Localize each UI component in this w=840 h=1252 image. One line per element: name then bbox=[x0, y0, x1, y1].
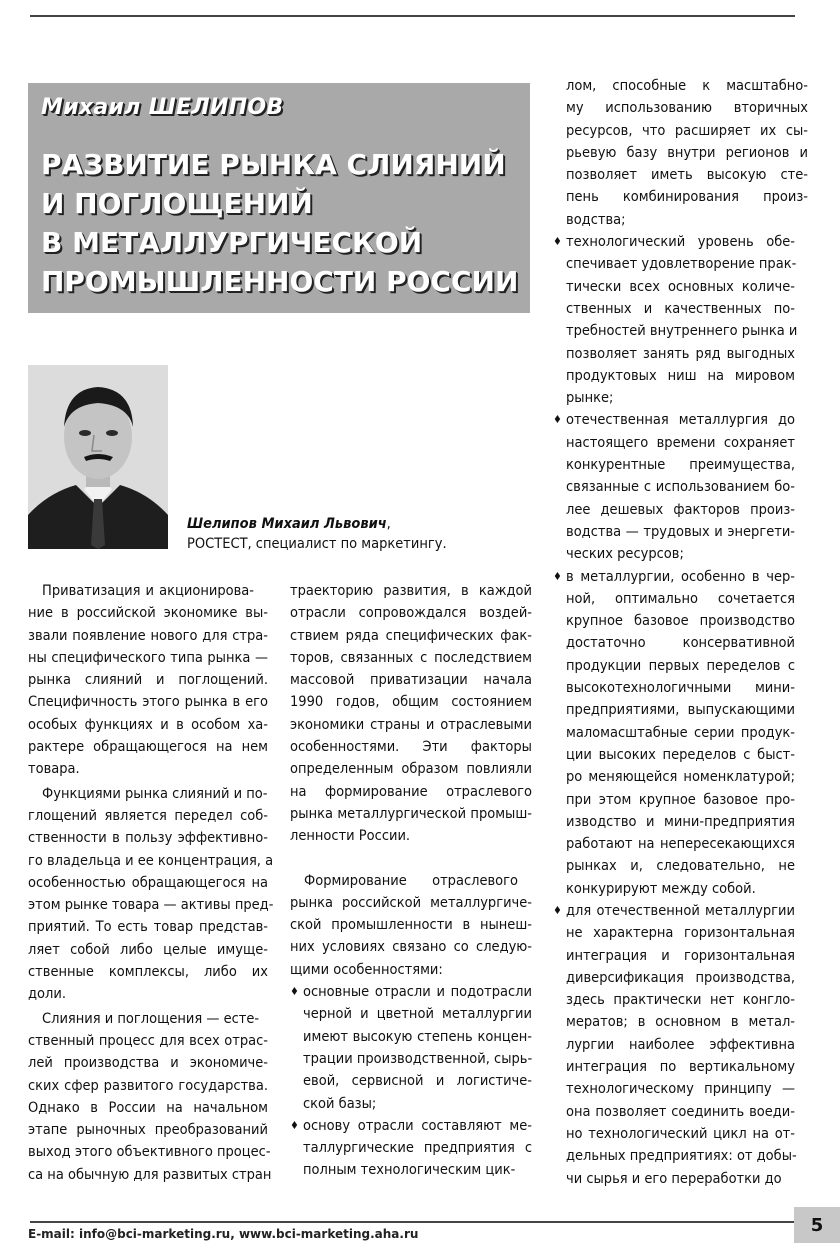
text-line: спечивает удовлетворение прак- bbox=[566, 256, 797, 273]
bullet-diamond-icon: ♦ bbox=[290, 985, 299, 999]
text-line: не характерна горизонтальная bbox=[566, 925, 795, 942]
paragraph bbox=[290, 580, 532, 848]
bullet-diamond-icon: ♦ bbox=[290, 1118, 299, 1132]
text-line: доли. bbox=[28, 986, 66, 1003]
text-line: изводство и мини-предприятия bbox=[566, 813, 795, 830]
bullet-item bbox=[553, 900, 795, 1190]
text-line: массовой приватизации начала bbox=[290, 672, 532, 689]
title-line: РАЗВИТИЕ РЫНКА СЛИЯНИЙ bbox=[41, 148, 506, 181]
text-line: интеграция и горизонтальная bbox=[566, 947, 795, 964]
text-line: водства — трудовых и энергети- bbox=[566, 523, 795, 540]
bullet-diamond-icon: ♦ bbox=[553, 903, 562, 917]
text-line: Слияния и поглощения — есте- bbox=[42, 1010, 260, 1027]
bullet-item bbox=[290, 981, 532, 1115]
text-line: основу отрасли составляют ме- bbox=[303, 1117, 532, 1134]
text-line: она позволяет соединить воеди- bbox=[566, 1103, 795, 1120]
text-line: ной, оптимально сочетается bbox=[566, 590, 795, 607]
text-column-3 bbox=[553, 75, 808, 1190]
text-line: лургии наиболее эффективна bbox=[566, 1036, 795, 1053]
text-line: приятий. То есть товар представ- bbox=[28, 919, 268, 936]
text-line: Приватизация и акционирова- bbox=[42, 583, 254, 599]
text-line: рактере обращающегося на нем bbox=[28, 739, 268, 756]
text-line: ских сфер развитого государства. bbox=[28, 1077, 268, 1094]
paragraph bbox=[553, 75, 808, 231]
text-line: ро меняющейся номенклатурой; bbox=[566, 769, 795, 786]
text-line: Формирование отраслевого bbox=[304, 872, 518, 889]
text-line: работают на непересекающихся bbox=[566, 836, 795, 853]
text-line: ляет собой либо целые имуще- bbox=[28, 941, 268, 958]
text-line: основные отрасли и подотрасли bbox=[303, 984, 532, 1001]
article-title bbox=[41, 145, 518, 301]
text-line: ние в российской экономике вы- bbox=[28, 605, 268, 622]
text-line: ственный процесс для всех отрас- bbox=[28, 1032, 268, 1049]
text-line: звали появление нового для стра- bbox=[28, 627, 268, 644]
text-line: технологический уровень обе- bbox=[566, 234, 795, 251]
bullet-text bbox=[566, 566, 795, 900]
text-line: отечественная металлургия до bbox=[566, 412, 795, 429]
bullet-text bbox=[566, 900, 795, 1190]
text-line: интеграция по вертикальному bbox=[566, 1059, 795, 1076]
text-line: черной и цветной металлургии bbox=[303, 1006, 532, 1023]
text-line: позволяет иметь высокую сте- bbox=[566, 167, 808, 184]
text-line: высокотехнологичными мини- bbox=[566, 680, 795, 697]
text-line: ленности России. bbox=[290, 828, 411, 845]
text-line: му использованию вторичных bbox=[566, 100, 808, 117]
photo-caption bbox=[187, 514, 447, 554]
text-line: ственных и качественных по- bbox=[566, 300, 795, 317]
title-line: И ПОГЛОЩЕНИЙ bbox=[41, 187, 313, 220]
text-line: этапе рыночных преобразований bbox=[28, 1122, 268, 1139]
paragraph bbox=[290, 870, 532, 981]
text-line: особых функциях и в особом ха- bbox=[28, 716, 268, 733]
text-line: мератов; в основном в метал- bbox=[566, 1014, 795, 1031]
text-line: при этом крупное базовое про- bbox=[566, 791, 795, 808]
text-line: продуктовых ниш на мировом bbox=[566, 367, 795, 384]
text-line: рынка российской металлургиче- bbox=[290, 894, 532, 911]
text-line: ственности в пользу эффективно- bbox=[28, 830, 268, 847]
paragraph bbox=[28, 1008, 272, 1186]
text-line: ресурсов, что расширяет их сы- bbox=[566, 122, 808, 139]
text-line: диверсификация производства, bbox=[566, 969, 795, 986]
text-line: рынка слияний и поглощений. bbox=[28, 672, 268, 689]
caption-name: Шелипов Михаил Львович bbox=[187, 516, 387, 532]
bottom-rule bbox=[30, 1221, 795, 1223]
text-line: в металлургии, особенно в чер- bbox=[566, 568, 795, 585]
title-line: В МЕТАЛЛУРГИЧЕСКОЙ bbox=[41, 226, 423, 259]
text-line: имеют высокую степень концен- bbox=[303, 1028, 532, 1045]
text-line: Однако в России на начальном bbox=[28, 1099, 268, 1116]
author-photo bbox=[28, 365, 168, 549]
text-line: требностей внутреннего рынка и bbox=[566, 323, 798, 340]
text-line: глощений является передел соб- bbox=[28, 807, 268, 824]
bullet-diamond-icon: ♦ bbox=[553, 569, 562, 583]
text-line: отрасли сопровождался воздей- bbox=[290, 605, 532, 622]
text-line: конкурируют между собой. bbox=[566, 880, 756, 897]
text-line: продукции первых переделов с bbox=[566, 657, 795, 674]
text-line: здесь практически нет конгло- bbox=[566, 992, 795, 1009]
text-line: экономики страны и отраслевыми bbox=[290, 716, 532, 733]
text-line: позволяет занять ряд выгодных bbox=[566, 345, 795, 362]
text-line: для отечественной металлургии bbox=[566, 902, 795, 919]
bullet-diamond-icon: ♦ bbox=[553, 413, 562, 427]
bullet-item bbox=[553, 409, 795, 565]
bullet-text bbox=[566, 231, 798, 409]
footer-contacts: E-mail: info@bci-marketing.ru, www.bci-marketing.aha.ru bbox=[28, 1227, 419, 1241]
text-line: рынках и, следовательно, не bbox=[566, 858, 795, 875]
author-name: Михаил ШЕЛИПОВ bbox=[41, 95, 284, 120]
text-line: трации производственной, сырь- bbox=[303, 1050, 533, 1067]
text-column-1 bbox=[28, 580, 274, 1186]
text-line: 1990 годов, общим состоянием bbox=[290, 694, 532, 711]
text-line: связанные с использованием бо- bbox=[566, 479, 795, 496]
text-line: маломасштабные серии продук- bbox=[566, 724, 795, 741]
text-line: полным технологическим цик- bbox=[303, 1162, 516, 1179]
text-line: этом рынке товара — активы пред- bbox=[28, 897, 274, 914]
text-line: определенным образом повлияли bbox=[290, 761, 532, 778]
text-line: рынке; bbox=[566, 390, 614, 407]
text-line: ческих ресурсов; bbox=[566, 546, 684, 563]
caption-separator: , bbox=[386, 516, 391, 532]
text-line: го владельца и ее концентрация, а bbox=[28, 852, 274, 869]
text-line: особенностями. Эти факторы bbox=[290, 739, 532, 756]
bullet-item bbox=[553, 566, 795, 900]
text-line: ственные комплексы, либо их bbox=[28, 964, 268, 981]
text-line: лее дешевых факторов произ- bbox=[566, 501, 795, 518]
text-line: траекторию развития, в каждой bbox=[290, 583, 532, 599]
text-line: чи сырья и его переработки до bbox=[566, 1170, 782, 1187]
text-line: ской промышленности в нынеш- bbox=[290, 917, 532, 934]
text-line: торов, связанных с последствием bbox=[290, 649, 532, 666]
page-number: 5 bbox=[794, 1207, 840, 1243]
paragraph bbox=[28, 580, 268, 781]
text-line: ны специфического типа рынка — bbox=[28, 649, 268, 666]
text-line: товара. bbox=[28, 761, 80, 778]
text-line: предприятиями, выпускающими bbox=[566, 702, 795, 719]
text-line: таллургические предприятия с bbox=[303, 1140, 532, 1157]
text-line: пень комбинирования произ- bbox=[566, 189, 808, 206]
text-line: них условиях связано со следую- bbox=[290, 939, 532, 956]
text-line: щими особенностями: bbox=[290, 961, 443, 978]
text-line: ской базы; bbox=[303, 1095, 377, 1112]
top-rule bbox=[30, 15, 795, 17]
bullet-text bbox=[303, 981, 532, 1115]
author-portrait-image bbox=[28, 365, 168, 549]
text-line: евой, сервисной и логистиче- bbox=[303, 1073, 532, 1090]
title-banner bbox=[28, 83, 530, 313]
text-line: лей производства и экономиче- bbox=[28, 1055, 268, 1072]
bullet-diamond-icon: ♦ bbox=[553, 235, 562, 249]
text-line: Функциями рынка слияний и по- bbox=[42, 785, 268, 802]
text-line: водства; bbox=[566, 211, 626, 228]
text-line: рынка металлургической промыш- bbox=[290, 805, 532, 822]
text-column-2 bbox=[290, 580, 532, 1182]
text-line: на формирование отраслевого bbox=[290, 783, 532, 800]
text-line: дельных предприятиях: от добы- bbox=[566, 1148, 797, 1165]
text-line: тически всех основных количе- bbox=[566, 278, 795, 295]
text-line: ствием ряда специфических фак- bbox=[290, 627, 532, 644]
bullet-item bbox=[290, 1115, 532, 1182]
bullet-text bbox=[566, 409, 795, 565]
title-line: ПРОМЫШЛЕННОСТИ РОССИИ bbox=[41, 265, 519, 298]
bullet-item bbox=[553, 231, 798, 409]
text-line: выход этого объективного процес- bbox=[28, 1144, 271, 1161]
text-line: лом, способные к масштабно- bbox=[566, 78, 808, 94]
caption-role: РОСТЕСТ, специалист по маркетингу. bbox=[187, 536, 447, 552]
text-line: конкурентные преимущества, bbox=[566, 457, 795, 474]
text-line: особенностью обращающегося на bbox=[28, 874, 268, 891]
text-line: рьевую базу внутри регионов и bbox=[566, 144, 808, 161]
text-line: технологическому принципу — bbox=[566, 1081, 795, 1098]
text-line: ции высоких переделов с быст- bbox=[566, 746, 795, 763]
paragraph bbox=[28, 783, 274, 1006]
bullet-text bbox=[303, 1115, 532, 1182]
text-line: Специфичность этого рынка в его bbox=[28, 694, 268, 711]
text-line: достаточно консервативной bbox=[566, 635, 795, 652]
text-line: настоящего времени сохраняет bbox=[566, 434, 795, 451]
text-line: крупное базовое производство bbox=[566, 613, 795, 630]
text-line: но технологический цикл на от- bbox=[566, 1125, 795, 1142]
text-line: са на обычную для развитых стран bbox=[28, 1166, 272, 1183]
